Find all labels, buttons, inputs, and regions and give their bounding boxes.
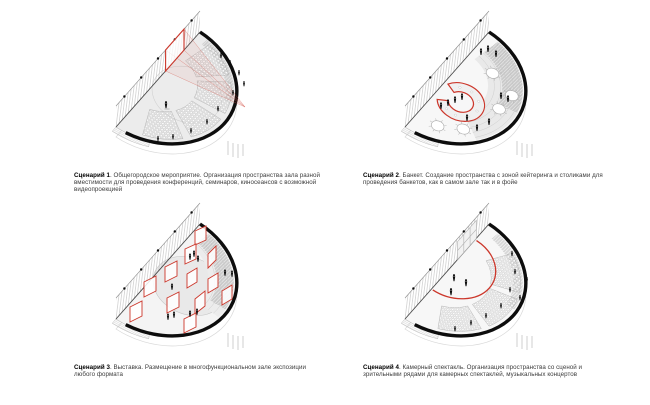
scenario-1-panel <box>40 10 330 210</box>
stair-detail <box>517 333 532 350</box>
scenario-4-caption-label: Сценарий 4 <box>363 364 399 371</box>
stair-detail <box>517 141 532 158</box>
scenario-1-caption-text: . Общегородское мероприятие. Организация пространства зала разной вместимости для проведения конференций, семинаров, киносеансов с возможной видеопроекцией <box>74 172 321 194</box>
scenario-2-diagram <box>329 10 619 172</box>
scenario-4-caption-text: . Камерный спектакль. Организация пространства со сценой и зрительными рядами для камерных спектаклей, музыкальных концертов <box>363 364 583 379</box>
scenario-3-caption-label: Сценарий 3 <box>74 364 110 371</box>
scenario-3-caption-text: . Выставка. Размещение в многофункциональном зале экспозиции любого формата <box>74 364 307 379</box>
scenario-3-diagram <box>40 202 330 364</box>
scenario-4-panel <box>329 202 619 402</box>
scenario-2-caption <box>363 172 611 186</box>
scenario-4-caption <box>363 364 611 378</box>
scenario-3-caption <box>74 364 322 378</box>
scenario-2-panel <box>329 10 619 210</box>
stair-detail <box>228 141 243 158</box>
stair-detail <box>228 333 243 350</box>
scenario-4-diagram <box>329 202 619 364</box>
scenario-2-caption-label: Сценарий 2 <box>363 172 399 179</box>
scenario-1-caption <box>74 172 322 194</box>
scenario-1-diagram <box>40 10 330 172</box>
scenario-2-caption-text: . Банкет. Создание пространства с зоной кейтеринга и столиками для проведения банкетов, как в самом зале так и в фойе <box>363 172 603 187</box>
scenario-1-caption-label: Сценарий 1 <box>74 172 110 179</box>
scenario-3-panel <box>40 202 330 402</box>
